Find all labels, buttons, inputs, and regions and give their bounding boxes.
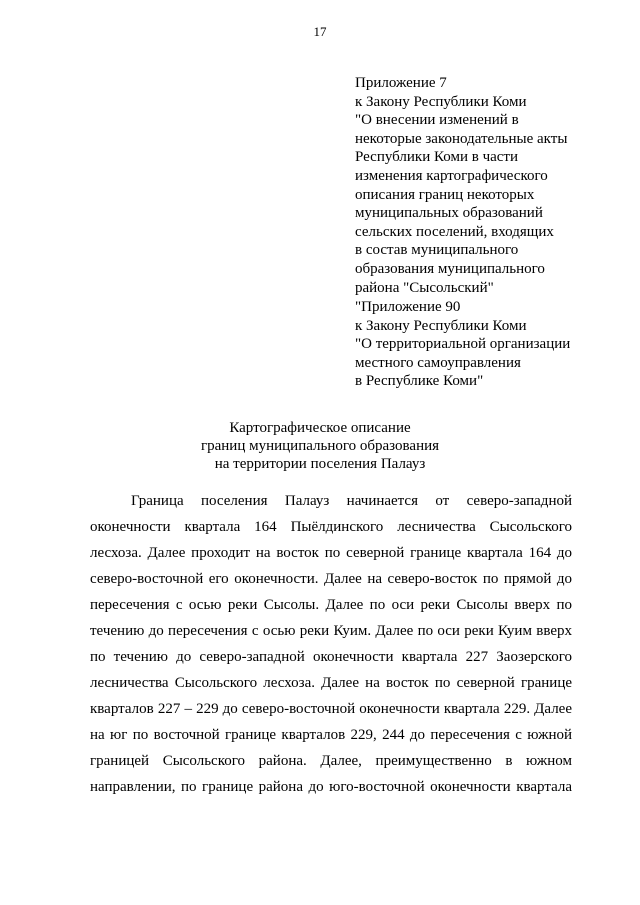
appendix-line: "О внесении изменений в — [355, 112, 519, 129]
appendix-line: района "Сысольский" — [355, 279, 494, 296]
appendix-line: изменения картографического — [355, 167, 548, 184]
appendix-header-2 — [355, 298, 625, 391]
appendix-line: Приложение 7 — [355, 75, 447, 91]
title-line: Картографическое описание — [229, 420, 411, 436]
appendix-line: "Приложение 90 — [355, 299, 461, 315]
appendix-line: сельских поселений, входящих — [355, 223, 554, 240]
appendix-line: местного самоуправления — [355, 354, 521, 371]
appendix-line: в Республике Коми" — [355, 373, 484, 390]
body-line: пересечения с осью реки Сысолы. Далее по оси реки Сысолы вверх по — [90, 597, 572, 613]
appendix-line: образования муниципального — [355, 260, 545, 277]
body-paragraph — [90, 488, 572, 800]
title-line: границ муниципального образования — [200, 438, 440, 454]
page-number: 17 — [313, 24, 327, 39]
body-line: лесхоза. Далее проходит на восток по северной границе квартала 164 до — [90, 545, 572, 561]
appendix-line: "О территориальной организации — [355, 336, 571, 353]
body-line: направлении, по границе района до юго-восточной оконечности квартала — [90, 779, 572, 795]
appendix-line: в состав муниципального — [355, 242, 519, 259]
appendix-line: Республики Коми в части — [355, 149, 519, 166]
body-line: кварталов 227 – 229 до северо-восточной оконечности квартала 229. Далее — [90, 701, 572, 717]
appendix-line: к Закону Республики Коми — [355, 93, 527, 110]
appendix-line: к Закону Республики Коми — [355, 317, 527, 334]
body-line: течению до пересечения с осью реки Куим. Далее по оси реки Куим вверх — [90, 623, 572, 639]
title-line: на территории поселения Палауз — [214, 456, 426, 472]
appendix-line: некоторые законодательные акты — [355, 130, 568, 147]
body-line: по течению до северо-западной оконечности квартала 227 Заозерского — [90, 649, 572, 665]
appendix-header-1 — [355, 74, 625, 297]
body-line: лесничества Сысольского лесхоза. Далее на восток по северной границе — [90, 675, 572, 691]
body-line: границей Сысольского района. Далее, преимущественно в южном — [90, 753, 572, 769]
body-line: оконечности квартала 164 Пыёлдинского лесничества Сысольского — [90, 519, 572, 535]
document-title — [0, 419, 640, 473]
appendix-line: описания границ некоторых — [355, 186, 535, 203]
body-line: северо-восточной его оконечности. Далее на северо-восток по прямой до — [90, 571, 572, 587]
body-line: Граница поселения Палауз начинается от северо-западной — [131, 493, 572, 509]
appendix-line: муниципальных образований — [355, 205, 543, 222]
body-line: на юг по восточной границе кварталов 229, 244 до пересечения с южной — [90, 727, 572, 743]
